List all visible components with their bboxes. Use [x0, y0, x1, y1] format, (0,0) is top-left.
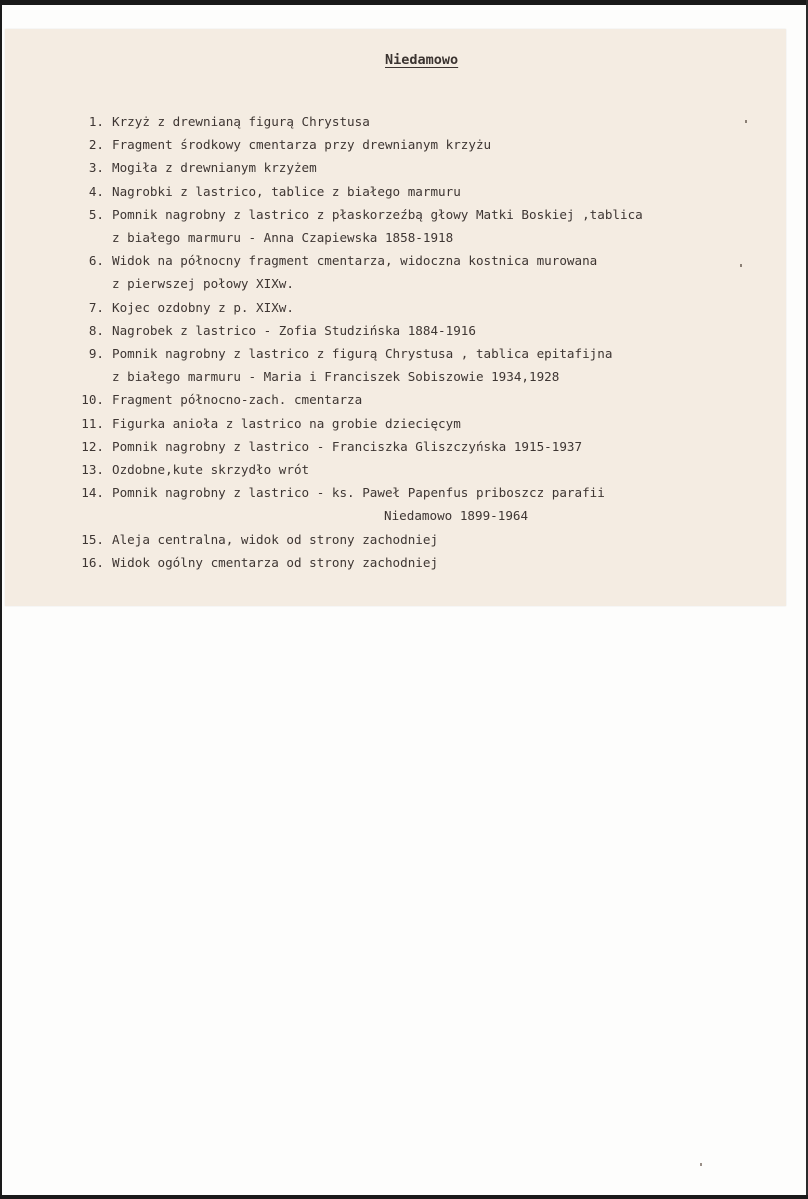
ink-speck: [740, 264, 742, 267]
item-text: Figurka anioła z lastrico na grobie dziecięcym: [112, 415, 461, 431]
list-item: [64, 180, 643, 203]
list-item: [64, 296, 643, 319]
item-text-continuation: z pierwszej połowy XIXw.: [112, 276, 294, 292]
list-item: [64, 133, 643, 156]
list-item: [64, 528, 643, 551]
item-text: Fragment północno-zach. cmentarza: [112, 392, 363, 408]
item-number: 4.: [88, 183, 104, 199]
item-number: 7.: [88, 299, 104, 315]
list-item: [64, 319, 643, 342]
list-item: [64, 388, 643, 411]
item-text: Widok na północny fragment cmentarza, widoczna kostnica murowana: [112, 253, 598, 269]
photo-caption-list: [64, 110, 643, 574]
item-text: Fragment środkowy cmentarza przy drewnianym krzyżu: [112, 137, 492, 153]
item-text: Pomnik nagrobny z lastrico - Franciszka Gliszczyńska 1915-1937: [112, 438, 583, 454]
item-text: Nagrobki z lastrico, tablice z białego marmuru: [112, 183, 461, 199]
item-text: Mogiła z drewnianym krzyżem: [112, 160, 317, 176]
scan-border-left: [0, 0, 2, 1199]
item-number: 8.: [88, 322, 104, 338]
item-text: Widok ogólny cmentarza od strony zachodniej: [112, 554, 439, 570]
item-text: Pomnik nagrobny z lastrico z płaskorzeźbą głowy Matki Boskiej ,tablica: [112, 206, 643, 222]
item-text: Ozdobne,kute skrzydło wrót: [112, 462, 310, 478]
list-item: [64, 249, 643, 295]
item-number: 5.: [88, 206, 104, 222]
item-number: 11.: [81, 415, 104, 431]
item-number: 1.: [88, 114, 104, 129]
item-number: 12.: [81, 438, 104, 454]
item-text: Aleja centralna, widok od strony zachodniej: [112, 531, 439, 547]
item-number: 10.: [81, 392, 104, 408]
item-number: 15.: [81, 531, 104, 547]
list-item: [64, 156, 643, 179]
list-item: [64, 481, 643, 527]
ink-speck: [745, 120, 747, 123]
document-title: Niedamowo: [385, 52, 459, 68]
item-text-continuation: z białego marmuru - Maria i Franciszek Sobiszowie 1934,1928: [112, 369, 560, 385]
item-text-continuation: z białego marmuru - Anna Czapiewska 1858-1918: [112, 230, 454, 246]
list-item: [64, 435, 643, 458]
list-item: [64, 110, 643, 133]
item-text: Nagrobek z lastrico - Zofia Studzińska 1884-1916: [112, 322, 476, 338]
scan-border-top: [0, 0, 808, 5]
item-text: Kojec ozdobny z p. XIXw.: [112, 299, 294, 315]
item-number: 13.: [81, 462, 104, 478]
list-item: [64, 458, 643, 481]
paper-speck: [700, 1163, 702, 1166]
scan-border-bottom: [0, 1195, 808, 1199]
item-number: 3.: [88, 160, 104, 176]
item-text: Krzyż z drewnianą figurą Chrystusa: [112, 114, 370, 129]
item-text: Pomnik nagrobny z lastrico - ks. Paweł Papenfus priboszcz parafii: [112, 485, 605, 501]
item-number: 6.: [88, 253, 104, 269]
item-number: 16.: [81, 554, 104, 570]
item-number: 2.: [88, 137, 104, 153]
item-number: 14.: [81, 485, 104, 501]
item-number: 9.: [88, 346, 104, 362]
item-text-continuation: Niedamowo 1899-1964: [384, 508, 529, 524]
item-text: Pomnik nagrobny z lastrico z figurą Chrystusa , tablica epitafijna: [112, 346, 613, 362]
list-item: [64, 551, 643, 574]
list-item: [64, 342, 643, 388]
list-item: [64, 412, 643, 435]
list-item: [64, 203, 643, 249]
